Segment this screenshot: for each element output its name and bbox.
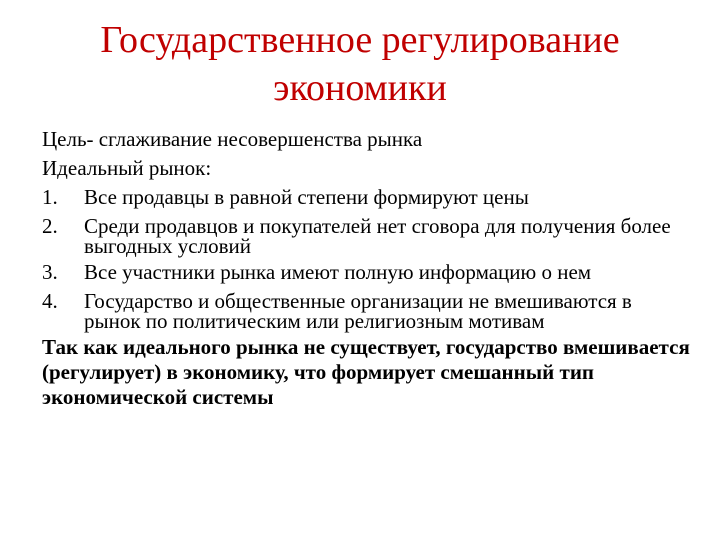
list-item-text: Все продавцы в равной степени формируют цены bbox=[84, 185, 529, 209]
ideal-market-list bbox=[42, 185, 692, 331]
conclusion-text: Так как идеального рынка не существует, государство вмешивается (регулирует) в экономику, что формирует смешанный тип экономической системы bbox=[42, 335, 690, 409]
list-item-number: 1. bbox=[42, 185, 58, 209]
slide-body bbox=[42, 127, 692, 410]
list-item-text: Среди продавцов и покупателей нет сговора для получения более выгодных условий bbox=[84, 214, 671, 258]
list-item-text: Государство и общественные организации не вмешиваются в рынок по политическим или религиозным мотивам bbox=[84, 289, 632, 333]
list-item-text: Все участники рынка имеют полную информацию о нем bbox=[84, 260, 592, 284]
slide-title bbox=[40, 16, 680, 112]
title-line-2: экономики bbox=[273, 67, 447, 109]
list-item-number: 4. bbox=[42, 289, 58, 313]
list-item-number: 2. bbox=[42, 214, 58, 238]
title-line-1: Государственное регулирование bbox=[100, 19, 620, 61]
list-item bbox=[42, 214, 692, 256]
list-item bbox=[42, 260, 692, 285]
list-item bbox=[42, 185, 692, 210]
goal-text: Цель- сглаживание несовершенства рынка bbox=[42, 127, 423, 151]
ideal-market-heading: Идеальный рынок: bbox=[42, 156, 212, 180]
list-item bbox=[42, 289, 692, 331]
list-item-number: 3. bbox=[42, 260, 58, 284]
